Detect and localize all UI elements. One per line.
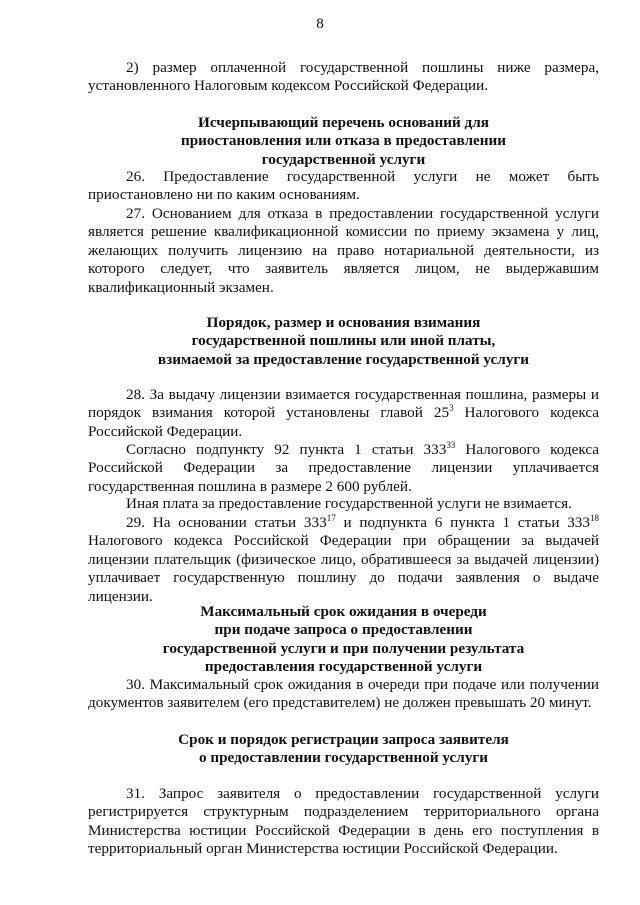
heading-grounds-refusal: Исчерпывающий перечень оснований для приостановления или отказа в предоставлении государственной услуги	[180, 114, 507, 168]
paragraph-28: 28. За выдачу лицензии взимается государственная пошлина, размеры и порядок взимания которой установлены главой $25^3$ Налогового кодекса Российской Федерации.	[88, 386, 599, 440]
paragraph-27: 27. Основанием для отказа в предоставлении государственной услуги является решение квалификационной комиссии по приему экзамена у лиц, желающих получить лицензию на право нотариальной деятельности, из которого следует, что заявитель является лицом, не выдержавшим квалификационный экзамен.	[88, 205, 599, 296]
paragraph-31: 31. Запрос заявителя о предоставлении государственной услуги регистрируется структурным подразделением территориального органа Министерства юстиции Российской Федерации в день его поступления в территориальный орган Министерства юстиции Российской Федерации.	[88, 785, 599, 858]
heading-queue-time: Максимальный срок ожидания в очереди при подаче запроса о предоставлении государственной услуги и при получении результата предоставления государственной услуги	[162, 603, 525, 676]
page-number: 8	[316, 15, 324, 32]
paragraph-2: 2) размер оплаченной государственной пошлины ниже размера, установленного Налоговым кодексом Российской Федерации.	[88, 59, 599, 95]
paragraph-29: 29. На основании статьи $333^{17}$ и подпункта 6 пункта 1 статьи $333^{18}$ Налогового кодекса Российской Федерации при обращении за выдачей лицензии плательщик (физическое лицо, обратившееся за выдачей лицензии) уплачивает государственную пошлину до подачи заявления о выдаче лицензии.	[88, 512, 599, 605]
heading-fee: Порядок, размер и основания взимания государственной пошлины или иной платы, взимаемой за предоставление государственной услуги	[157, 314, 530, 368]
paragraph-subclause-92: Согласно подпункту 92 пункта 1 статьи $333^{33}$ Налогового кодекса Российской Федерации за предоставление лицензии уплачивается государственная пошлина в размере 2 600 рублей.	[88, 439, 599, 495]
heading-registration: Срок и порядок регистрации запроса заявителя о предоставлении государственной услуги	[178, 731, 509, 767]
paragraph-26: 26. Предоставление государственной услуги не может быть приостановлено ни по каким основаниям.	[88, 168, 599, 204]
paragraph-30: 30. Максимальный срок ожидания в очереди при подаче или получении документов заявителем (его представителем) не должен превышать 20 минут.	[88, 676, 599, 712]
paragraph-other-fee: Иная плата за предоставление государственной услуги не взимается.	[126, 495, 572, 512]
